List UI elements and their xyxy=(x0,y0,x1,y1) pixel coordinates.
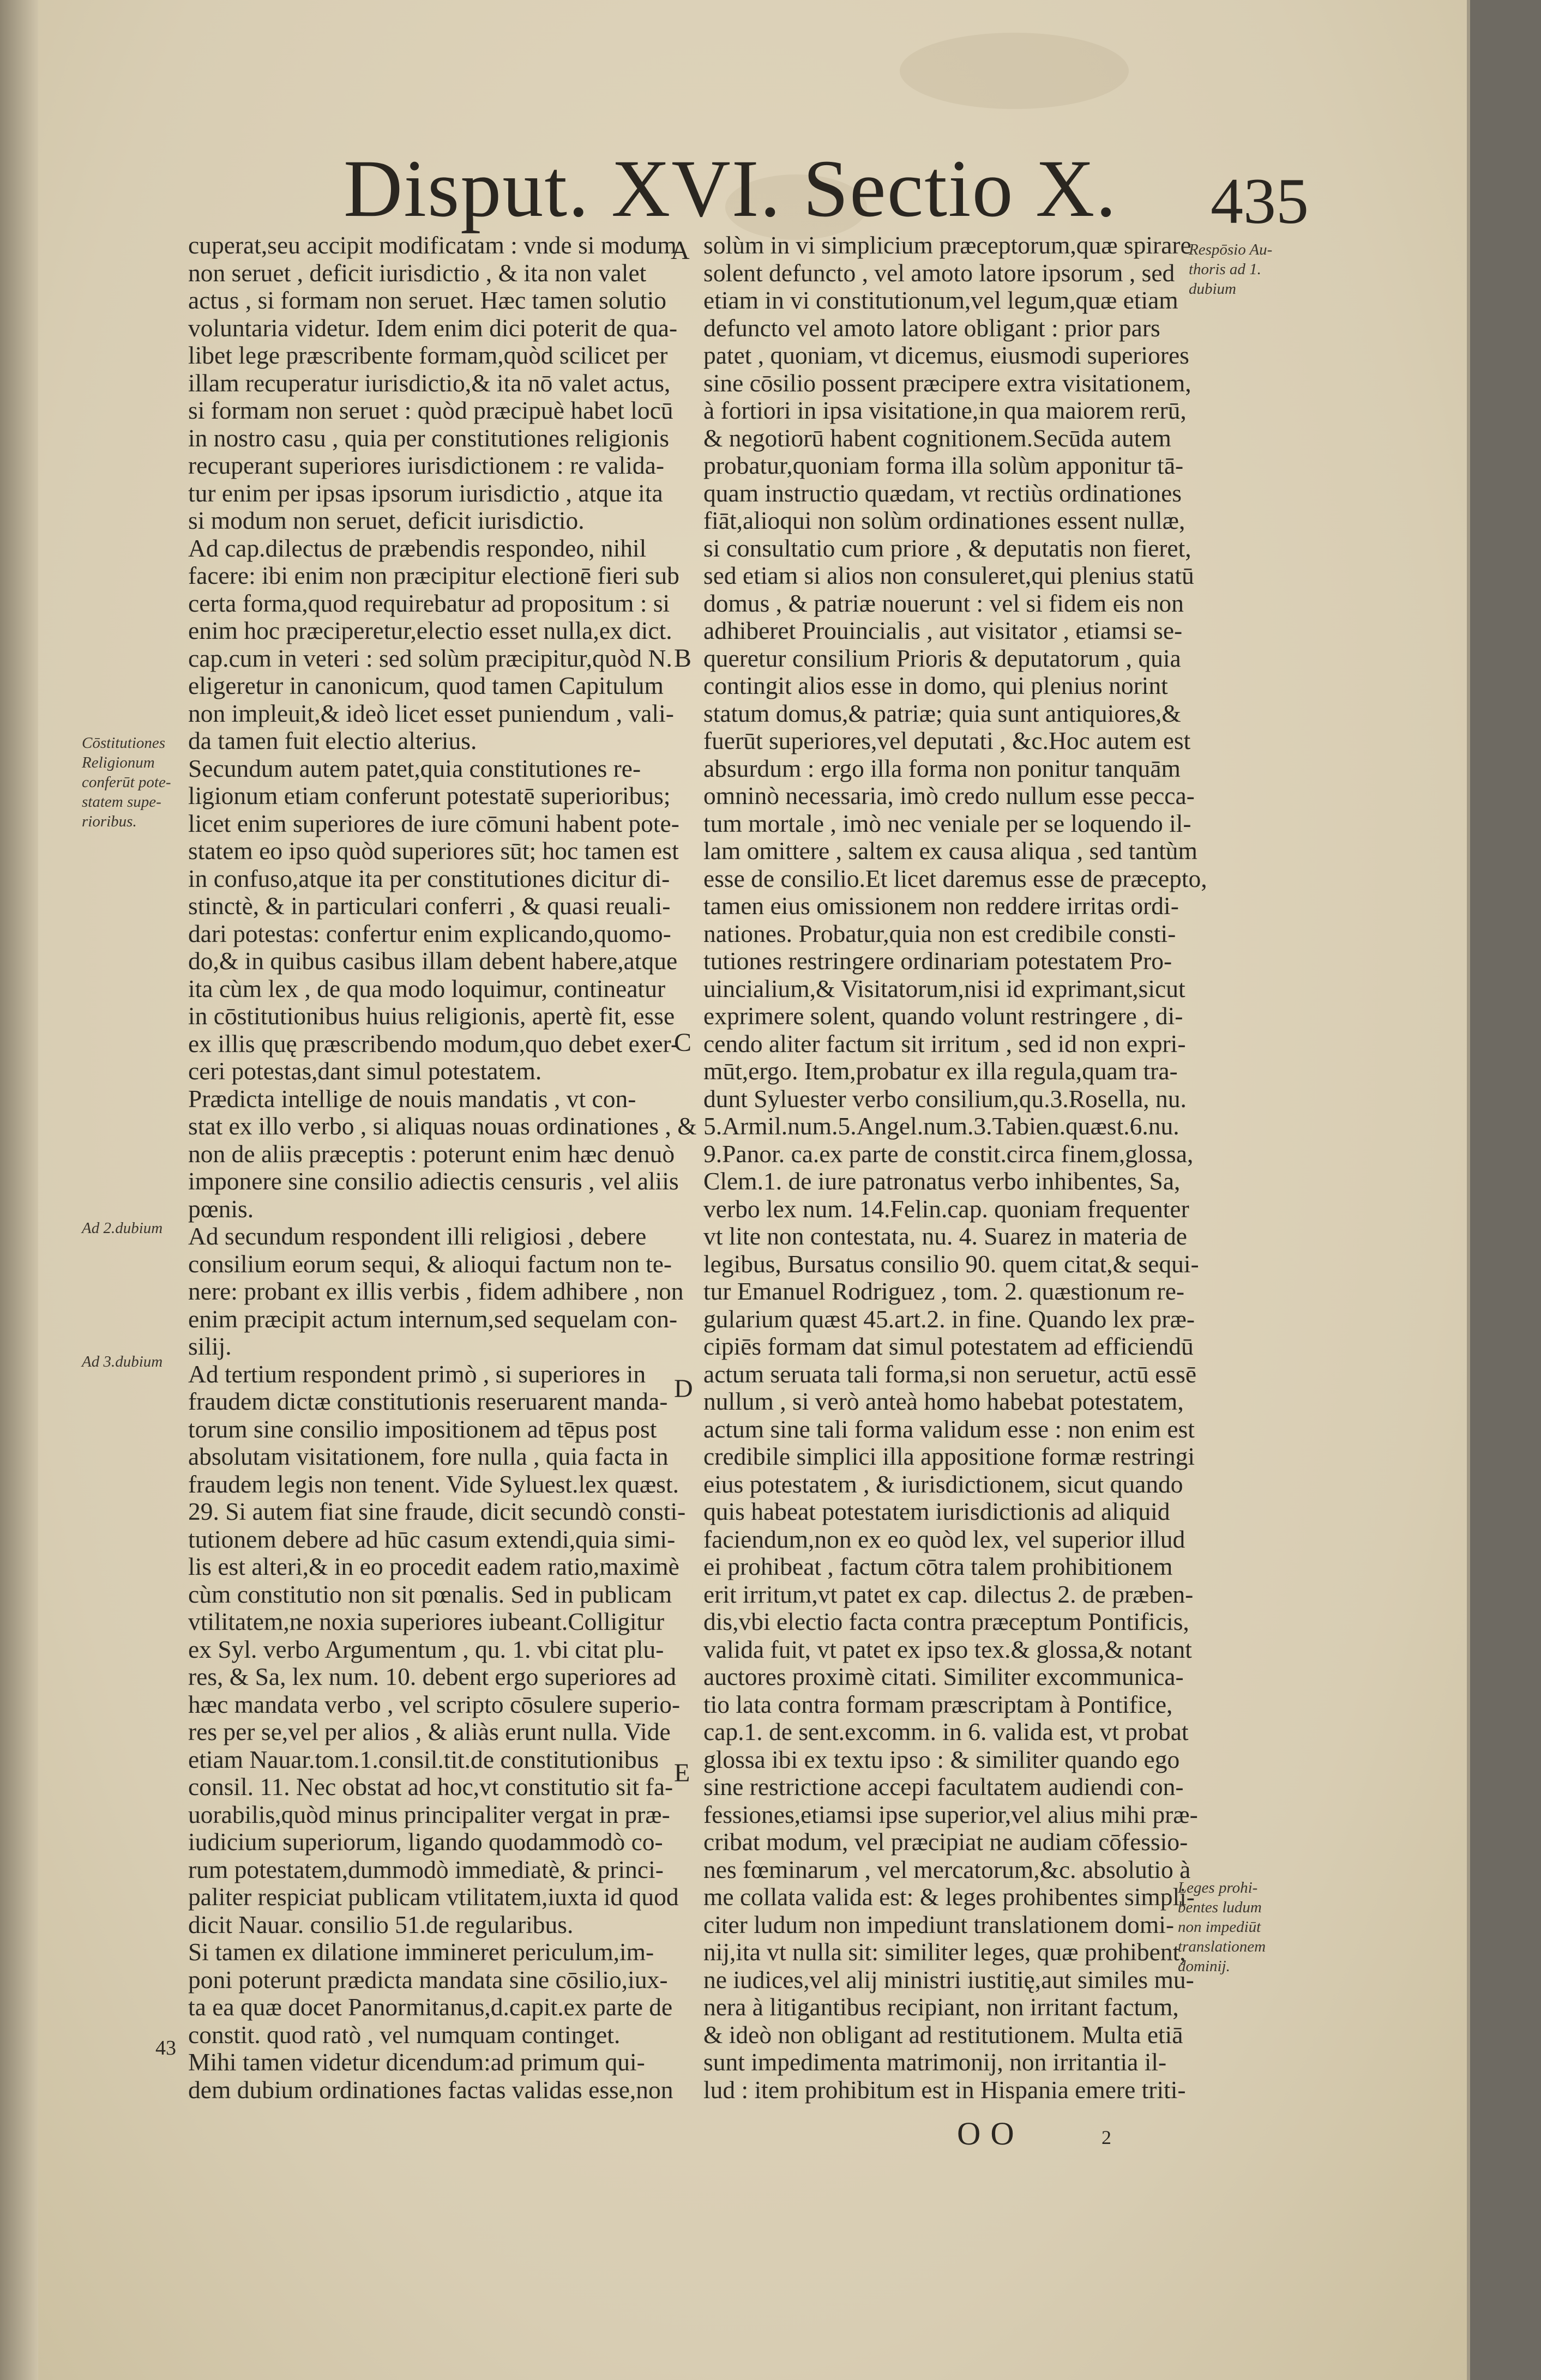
marginal-note-responsio xyxy=(1189,240,1272,299)
text-line: constit. quod ratò , vel numquam continget. xyxy=(188,2020,621,2049)
text-line: lud : item prohibitum est in Hispania emere triti- xyxy=(703,2075,1186,2104)
marginal-note-line: non impediūt xyxy=(1178,1918,1261,1936)
text-line: da tamen fuit electio alterius. xyxy=(188,727,477,754)
text-line: illam recuperatur iurisdictio,& ita nō valet actus, xyxy=(188,369,671,397)
text-line: solùm in vi simplicium præceptorum,quæ spirare xyxy=(703,231,1191,259)
text-line: Mihi tamen videtur dicendum:ad primum qui- xyxy=(188,2048,645,2076)
text-line: in nostro casu , quia per constitutiones religionis xyxy=(188,424,670,452)
page-gutter-shadow xyxy=(0,0,38,2380)
text-line: defuncto vel amoto latore obligant : prior pars xyxy=(703,313,1160,342)
folio-number: 435 xyxy=(1211,165,1309,237)
signature-number: 2 xyxy=(1101,2127,1111,2148)
paper-stain xyxy=(900,33,1129,109)
text-line: nere: probant ex illis verbis , fidem adhibere , non xyxy=(188,1277,684,1305)
text-line: quam instructio quædam, vt rectiùs ordinationes xyxy=(703,479,1182,507)
text-line: statem eo ipso quòd superiores sūt; hoc tamen est xyxy=(188,837,679,865)
text-line: ex Syl. verbo Argumentum , qu. 1. vbi citat plu- xyxy=(188,1635,664,1663)
text-line: domus , & patriæ nouerunt : vel si fidem eis non xyxy=(703,589,1184,617)
marginal-note-line: conferūt pote- xyxy=(82,774,171,791)
text-line: tutionem debere ad hūc casum extendi,quia simi- xyxy=(188,1525,676,1553)
text-line: iudicium superiorum, ligando quodammodò co- xyxy=(188,1828,663,1856)
text-line: nationes. Probatur,quia non est credibile consti- xyxy=(703,919,1176,947)
text-line: ei prohibeat , factum cōtra talem prohibitionem xyxy=(703,1553,1173,1580)
text-line: 9.Panor. ca.ex parte de constit.circa finem,glossa, xyxy=(703,1139,1194,1168)
text-line: actum seruata tali forma,si non seruetur, actū essē xyxy=(703,1360,1197,1388)
text-line: recuperant superiores iurisdictionem : re valida- xyxy=(188,451,665,479)
text-line: citer ludum non impediunt translationem domi- xyxy=(703,1910,1175,1938)
marginal-note-constitutiones xyxy=(82,733,171,831)
text-line: nes fœminarum , vel mercatorum,&c. absolutio à xyxy=(703,1855,1191,1883)
text-line: cùm constitutio non sit pœnalis. Sed in publicam xyxy=(188,1580,672,1608)
text-line: absolutam visitationem, fore nulla , quia facta in xyxy=(188,1442,669,1470)
marginal-note-line: Religionum xyxy=(82,754,155,771)
text-line: paliter respiciat publicam vtilitatem,iuxta id quod xyxy=(188,1883,679,1911)
text-line: cuperat,seu accipit modificatam : vnde si modum xyxy=(188,231,677,259)
signature-mark: OO xyxy=(957,2116,1024,2152)
text-line: licet enim superiores de iure cōmuni habent pote- xyxy=(188,809,679,837)
text-line: in cōstitutionibus huius religionis, apertè fit, esse xyxy=(188,1002,675,1030)
marginal-note-line: rioribus. xyxy=(82,813,137,830)
text-line: fraudem dictæ constitutionis reseruarent manda- xyxy=(188,1387,668,1415)
text-line: eius potestatem , & iurisdictionem, sicut quando xyxy=(703,1470,1183,1498)
text-line: ita cùm lex , de qua modo loquimur, contineatur xyxy=(188,974,666,1002)
text-line: tio lata contra formam præscriptam à Pontifice, xyxy=(703,1690,1173,1718)
text-line: quis habeat potestatem iurisdictionis ad aliquid xyxy=(703,1497,1170,1525)
text-line: legibus, Bursatus consilio 90. quem citat,& sequi- xyxy=(703,1249,1199,1278)
left-margin-number: 43 xyxy=(155,2037,176,2059)
marginal-note-line: translationem xyxy=(1178,1938,1266,1955)
text-line: dis,vbi electio facta contra præceptum Pontificis, xyxy=(703,1608,1189,1635)
text-line: nij,ita vt nulla sit: similiter leges, quæ prohibent, xyxy=(703,1938,1186,1966)
text-line: fessiones,etiamsi ipse superior,vel alius mihi præ- xyxy=(703,1800,1198,1828)
text-line: valida fuit, vt patet ex ipso tex.& glossa,& notant xyxy=(703,1635,1192,1663)
text-line: silij. xyxy=(188,1332,232,1360)
marginal-note-line: dubium xyxy=(1189,280,1236,298)
text-line: 5.Armil.num.5.Angel.num.3.Tabien.quæst.6.nu. xyxy=(703,1112,1179,1140)
text-line: me collata valida est: & leges prohibentes simpli- xyxy=(703,1883,1195,1911)
text-line: ceri potestas,dant simul potestatem. xyxy=(188,1057,542,1085)
text-line: Si tamen ex dilatione immineret periculum,im- xyxy=(188,1938,654,1966)
text-line: si formam non seruet : quòd præcipuè habet locū xyxy=(188,396,673,424)
text-line: non impleuit,& ideò licet esset puniendum , vali- xyxy=(188,699,674,727)
text-line: do,& in quibus casibus illam debent habere,atque xyxy=(188,947,678,975)
text-line: gularium quæst 45.art.2. in fine. Quando lex præ- xyxy=(703,1304,1195,1333)
text-line: hæc mandata verbo , vel scripto cōsulere superio- xyxy=(188,1690,681,1718)
text-line: stinctè, & in particulari conferri , & quasi reuali- xyxy=(188,892,671,920)
text-line: cap.1. de sent.excomm. in 6. valida est, vt probat xyxy=(703,1718,1189,1745)
text-line: & negotiorū habent cognitionem.Secūda autem xyxy=(703,424,1171,452)
marginal-note-line: bentes ludum xyxy=(1178,1899,1262,1916)
text-line: consil. 11. Nec obstat ad hoc,vt constitutio sit fa- xyxy=(188,1773,673,1801)
text-line: nera à litigantibus recipiant, non irritant factum, xyxy=(703,1993,1179,2021)
text-line: contingit alios esse in domo, qui plenius norint xyxy=(703,672,1168,699)
section-mark-e: E xyxy=(674,1759,690,1787)
text-line: dem dubium ordinationes factas validas esse,non xyxy=(188,2075,673,2104)
text-line: sed etiam si alios non consuleret,qui plenius statū xyxy=(703,561,1194,589)
text-line: uincialium,& Visitatorum,nisi id exprimant,sicut xyxy=(703,974,1185,1002)
text-line: vt lite non contestata, nu. 4. Suarez in materia de xyxy=(703,1222,1187,1250)
text-line: erit irritum,vt patet ex cap. dilectus 2. de præben- xyxy=(703,1580,1194,1608)
text-line: rum potestatem,dummodò immediatè, & princi- xyxy=(188,1855,664,1883)
text-line: absurdum : ergo illa forma non ponitur tanquām xyxy=(703,754,1181,782)
marginal-note-line: Ad 2.dubium xyxy=(82,1219,163,1237)
text-line: res per se,vel per alios , & aliàs erunt nulla. Vide xyxy=(188,1718,671,1745)
text-line: voluntaria videtur. Idem enim dici poterit de qua- xyxy=(188,313,678,342)
text-line: ne iudices,vel alij ministri iustitię,aut similes mu- xyxy=(703,1965,1194,1994)
marginal-note-line: Ad 3.dubium xyxy=(82,1353,163,1370)
text-line: ligionum etiam conferunt potestatē superioribus; xyxy=(188,782,671,810)
text-line: non seruet , deficit iurisdictio , & ita non valet xyxy=(188,258,647,287)
marginal-note-ad-2-dubium xyxy=(82,1218,162,1238)
marginal-note-leges-prohibentes xyxy=(1178,1878,1266,1976)
text-line: si modum non seruet, deficit iurisdictio. xyxy=(188,506,585,534)
text-line: tum mortale , imò nec veniale per se loquendo il- xyxy=(703,809,1191,837)
text-line: 29. Si autem fiat sine fraude, dicit secundò consti- xyxy=(188,1497,686,1525)
text-line: statum domus,& patriæ; quia sunt antiquiores,& xyxy=(703,699,1181,727)
text-line: faciendum,non ex eo quòd lex, vel superior illud xyxy=(703,1525,1185,1553)
text-line: poni poterunt prædicta mandata sine cōsilio,iux- xyxy=(188,1965,668,1994)
marginal-note-line: dominij. xyxy=(1178,1958,1230,1975)
text-line: dari potestas: confertur enim explicando,quomo- xyxy=(188,919,671,947)
text-line: tamen eius omissionem non reddere irritas ordi- xyxy=(703,892,1179,920)
text-line: libet lege præscribente formam,quòd scilicet per xyxy=(188,341,668,369)
text-line: stat ex illo verbo , si aliquas nouas ordinationes , & xyxy=(188,1112,697,1140)
text-line: esse de consilio.Et licet daremus esse de præcepto, xyxy=(703,864,1207,892)
text-line: patet , quoniam, vt dicemus, eiusmodi superiores xyxy=(703,341,1189,369)
text-line: exprimere solent, quando volunt restringere , di- xyxy=(703,1002,1183,1030)
right-text-column xyxy=(703,231,1207,2104)
text-line: ta ea quæ docet Panormitanus,d.capit.ex parte de xyxy=(188,1993,673,2021)
text-line: adhiberet Prouincialis , aut visitator , etiamsi se- xyxy=(703,617,1183,644)
text-line: cap.cum in veteri : sed solùm præcipitur,quòd N. xyxy=(188,644,672,672)
text-line: Ad tertium respondent primò , si superiores in xyxy=(188,1360,646,1388)
text-line: solent defuncto , vel amoto latore ipsorum , sed xyxy=(703,258,1175,287)
text-line: enim hoc præciperetur,electio esset nulla,ex dict. xyxy=(188,617,672,644)
text-line: imponere sine consilio adiectis censuris , vel aliis xyxy=(188,1167,679,1195)
marginal-note-line: thoris ad 1. xyxy=(1189,261,1261,278)
text-line: glossa ibi ex textu ipso : & similiter quando ego xyxy=(703,1745,1180,1773)
text-line: cipiēs formam dat simul potestatem ad efficiendū xyxy=(703,1332,1194,1360)
text-line: mūt,ergo. Item,probatur ex illa regula,quam tra- xyxy=(703,1057,1178,1085)
text-line: Clem.1. de iure patronatus verbo inhibentes, Sa, xyxy=(703,1167,1181,1195)
text-line: tur Emanuel Rodriguez , tom. 2. quæstionum re- xyxy=(703,1277,1185,1305)
text-line: actus , si formam non seruet. Hæc tamen solutio xyxy=(188,286,666,314)
left-text-column xyxy=(188,231,697,2104)
text-line: auctores proximè citati. Similiter excommunica- xyxy=(703,1663,1184,1690)
text-line: sunt impedimenta matrimonij, non irritantia il- xyxy=(703,2048,1167,2076)
text-line: si consultatio cum priore , & deputatis non fieret, xyxy=(703,534,1191,562)
running-head: Disput. XVI. Sectio X. xyxy=(344,143,1117,234)
text-line: Ad cap.dilectus de præbendis respondeo, nihil xyxy=(188,534,647,562)
marginal-note-line: statem supe- xyxy=(82,793,161,811)
text-line: pœnis. xyxy=(188,1194,254,1223)
text-line: actum sine tali forma validum esse : non enim est xyxy=(703,1415,1195,1443)
text-line: tutiones restringere ordinariam potestatem Pro- xyxy=(703,947,1172,975)
text-line: ex illis quę præscribendo modum,quo debet exer- xyxy=(188,1029,679,1058)
text-line: & ideò non obligant ad restitutionem. Multa etiā xyxy=(703,2020,1183,2049)
text-line: fraudem legis non tenent. Vide Syluest.lex quæst. xyxy=(188,1470,679,1498)
marginal-note-line: Cōstitutiones xyxy=(82,734,166,752)
text-line: lis est alteri,& in eo procedit eadem ratio,maximè xyxy=(188,1553,679,1580)
text-line: Ad secundum respondent illi religiosi , debere xyxy=(188,1222,647,1250)
section-mark-a: A xyxy=(671,236,690,265)
section-mark-b: B xyxy=(674,644,692,673)
text-line: cribat modum, vel præcipiat ne audiam cōfessio- xyxy=(703,1828,1188,1856)
text-line: res, & Sa, lex num. 10. debent ergo superiores ad xyxy=(188,1663,677,1690)
text-line: lam omittere , saltem ex causa aliqua , sed tantùm xyxy=(703,837,1197,865)
text-line: queretur consilium Prioris & deputatorum , quia xyxy=(703,644,1181,672)
text-line: fuerūt superiores,vel deputati , &c.Hoc autem est xyxy=(703,727,1191,754)
text-line: etiam in vi constitutionum,vel legum,quæ etiam xyxy=(703,286,1178,314)
text-line: vtilitatem,ne noxia superiores iubeant.Colligitur xyxy=(188,1608,665,1635)
section-mark-d: D xyxy=(674,1374,693,1403)
text-line: sine cōsilio possent præcipere extra visitationem, xyxy=(703,369,1191,397)
section-mark-c: C xyxy=(674,1028,692,1057)
text-line: in confuso,atque ita per constitutiones dicitur di- xyxy=(188,864,670,892)
marginal-note-ad-3-dubium xyxy=(82,1352,162,1372)
text-line: à fortiori in ipsa visitatione,in qua maiorem rerū, xyxy=(703,396,1187,424)
text-line: tur enim per ipsas ipsorum iurisdictio , atque ita xyxy=(188,479,663,507)
text-line: etiam Nauar.tom.1.consil.tit.de constitutionibus xyxy=(188,1745,659,1773)
text-line: uorabilis,quòd minus principaliter vergat in præ- xyxy=(188,1800,670,1828)
marginal-note-line: Leges prohi- xyxy=(1178,1879,1258,1896)
text-line: fiāt,alioqui non solùm ordinationes essent nullæ, xyxy=(703,506,1185,534)
text-line: Prædicta intellige de nouis mandatis , vt con- xyxy=(188,1084,636,1113)
text-line: facere: ibi enim non præcipitur electionē fieri sub xyxy=(188,561,679,589)
text-line: enim præcipit actum internum,sed sequelam con- xyxy=(188,1304,678,1333)
text-line: credibile simplici illa appositione formæ restringi xyxy=(703,1442,1195,1470)
text-line: torum sine consilio impositionem ad tēpus post xyxy=(188,1415,657,1443)
marginal-note-line: Respōsio Au- xyxy=(1189,241,1273,258)
text-line: probatur,quoniam forma illa solùm apponitur tā- xyxy=(703,451,1184,479)
text-line: consilium eorum sequi, & alioqui factum non te- xyxy=(188,1249,672,1278)
text-line: verbo lex num. 14.Felin.cap. quoniam frequenter xyxy=(703,1194,1189,1223)
text-line: non de aliis præceptis : poterunt enim hæc denuò xyxy=(188,1139,675,1168)
text-line: sine restrictione accepi facultatem audiendi con- xyxy=(703,1773,1184,1801)
text-line: certa forma,quod requirebatur ad propositum : si xyxy=(188,589,670,617)
text-line: dunt Syluester verbo consilium,qu.3.Rosella, nu. xyxy=(703,1084,1187,1113)
text-line: omninò necessaria, imò credo nullum esse pecca- xyxy=(703,782,1195,810)
text-line: Secundum autem patet,quia constitutiones re- xyxy=(188,754,641,782)
text-line: dicit Nauar. consilio 51.de regularibus. xyxy=(188,1910,574,1938)
text-line: cendo aliter factum sit irritum , sed id non expri- xyxy=(703,1029,1186,1058)
text-line: eligeretur in canonicum, quod tamen Capitulum xyxy=(188,672,664,699)
text-line: nullum , si verò anteà homo habebat potestatem, xyxy=(703,1387,1184,1415)
